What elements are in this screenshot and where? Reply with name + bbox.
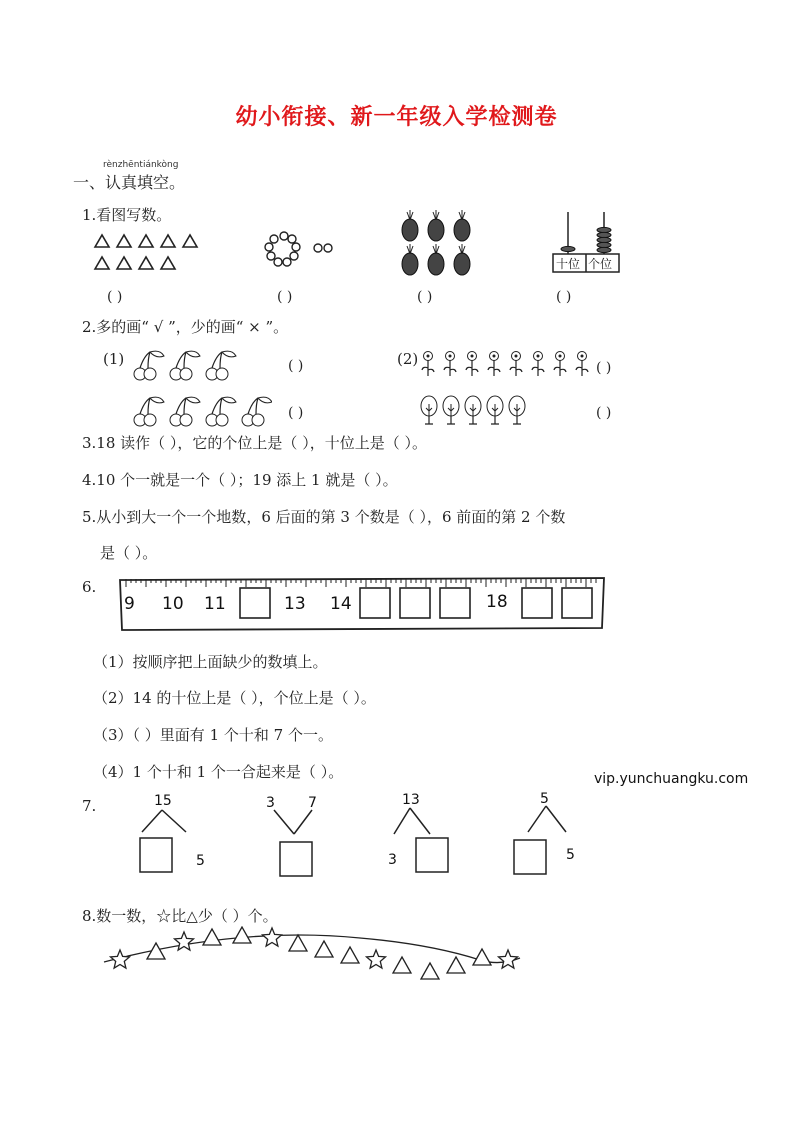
star-mark <box>499 950 518 968</box>
abacus-figure <box>548 208 628 274</box>
ruler-blank-box <box>440 588 470 618</box>
stars-triangles-figure <box>100 926 526 986</box>
bond-top-number: 15 <box>154 793 172 809</box>
triangle-mark <box>183 235 197 247</box>
ruler-blank-box <box>360 588 390 618</box>
q1-answer-blank[interactable]: ( ) <box>556 289 572 305</box>
section-pinyin: rènzhēntiánkòng <box>103 160 179 170</box>
triangle-mark <box>421 963 439 979</box>
star-mark <box>263 928 282 946</box>
triangle-mark <box>139 257 153 269</box>
q6-sub-2: （2）14 的十位上是（ ），个位上是（ ）。 <box>93 689 376 707</box>
q6-label: 6. <box>82 578 97 596</box>
cherries-figure <box>132 346 272 428</box>
flowers-trees-figure <box>418 348 598 430</box>
q2-label: 2.多的画“ √ ”，少的画“ × ”。 <box>82 318 289 336</box>
q1-label: 1.看图写数。 <box>82 206 172 224</box>
triangle-mark <box>315 941 333 957</box>
triangle-mark <box>289 935 307 951</box>
ruler-number: 18 <box>486 592 508 612</box>
triangle-mark <box>117 235 131 247</box>
ruler-number: 9 <box>124 594 135 614</box>
triangle-mark <box>341 947 359 963</box>
ruler-blank-box <box>522 588 552 618</box>
bond-part-number: 5 <box>566 847 575 863</box>
triangle-mark <box>139 235 153 247</box>
pineapples-figure <box>400 206 484 278</box>
q1-answer-blank[interactable]: ( ) <box>107 289 123 305</box>
bond-part-number: 3 <box>266 795 275 811</box>
q1-answer-blank[interactable]: ( ) <box>417 289 433 305</box>
ruler-number: 10 <box>162 594 184 614</box>
triangle-mark <box>447 957 465 973</box>
q2-part2-label: (2) <box>397 350 419 368</box>
q6-sub-1: （1）按顺序把上面缺少的数填上。 <box>93 653 328 671</box>
triangle-mark <box>95 235 109 247</box>
q2-part1-label: (1) <box>103 350 125 368</box>
star-mark <box>175 932 194 950</box>
ruler-number: 11 <box>204 594 226 614</box>
star-mark <box>111 950 130 968</box>
q8-text: 8.数一数，☆比△少（ ）个。 <box>82 907 278 925</box>
triangle-mark <box>203 929 221 945</box>
abacus-tens-label: 十位 <box>556 257 581 271</box>
triangle-mark <box>161 257 175 269</box>
q4-text: 4.10 个一就是一个（ ）；19 添上 1 就是（ ）。 <box>82 471 398 489</box>
number-bonds-figure <box>130 788 600 884</box>
triangle-mark <box>95 257 109 269</box>
circles-figure <box>262 230 342 274</box>
triangle-mark <box>473 949 491 965</box>
bond-part-number: 3 <box>388 852 397 868</box>
q6-sub-4: （4）1 个十和 1 个一合起来是（ ）。 <box>93 763 344 781</box>
q5-line1: 5.从小到大一个一个地数，6 后面的第 3 个数是（ ），6 前面的第 2 个数 <box>82 508 566 526</box>
abacus-ones-label: 个位 <box>588 257 613 271</box>
page-title: 幼小衔接、新一年级入学检测卷 <box>235 104 558 130</box>
ruler-blank-box <box>400 588 430 618</box>
q1-answer-blank[interactable]: ( ) <box>277 289 293 305</box>
bond-top-number: 5 <box>540 791 549 807</box>
bond-part-number: 7 <box>308 795 317 811</box>
triangle-mark <box>233 927 251 943</box>
q2-answer-blank[interactable]: ( ) <box>596 360 612 376</box>
bond-top-number: 13 <box>402 792 420 808</box>
triangle-mark <box>117 257 131 269</box>
triangles-figure <box>90 230 210 274</box>
q3-text: 3.18 读作（ ），它的个位上是（ ），十位上是（ ）。 <box>82 434 427 452</box>
q2-answer-blank[interactable]: ( ) <box>288 405 304 421</box>
ruler-number: 14 <box>330 594 352 614</box>
q6-sub-3: （3）（ ）里面有 1 个十和 7 个一。 <box>93 726 333 744</box>
ruler-number: 13 <box>284 594 306 614</box>
q7-label: 7. <box>82 797 97 815</box>
ruler-blank-box <box>562 588 592 618</box>
triangle-mark <box>393 957 411 973</box>
triangle-mark <box>161 235 175 247</box>
star-mark <box>367 950 386 968</box>
q2-answer-blank[interactable]: ( ) <box>596 405 612 421</box>
section-heading: 一、认真填空。 <box>73 173 186 192</box>
ruler-blank-box <box>240 588 270 618</box>
q5-line2: 是（ ）。 <box>100 544 158 562</box>
watermark-text: vip.yunchuangku.com <box>594 771 749 787</box>
q2-answer-blank[interactable]: ( ) <box>288 358 304 374</box>
bond-part-number: 5 <box>196 853 205 869</box>
ruler-figure <box>116 574 610 634</box>
